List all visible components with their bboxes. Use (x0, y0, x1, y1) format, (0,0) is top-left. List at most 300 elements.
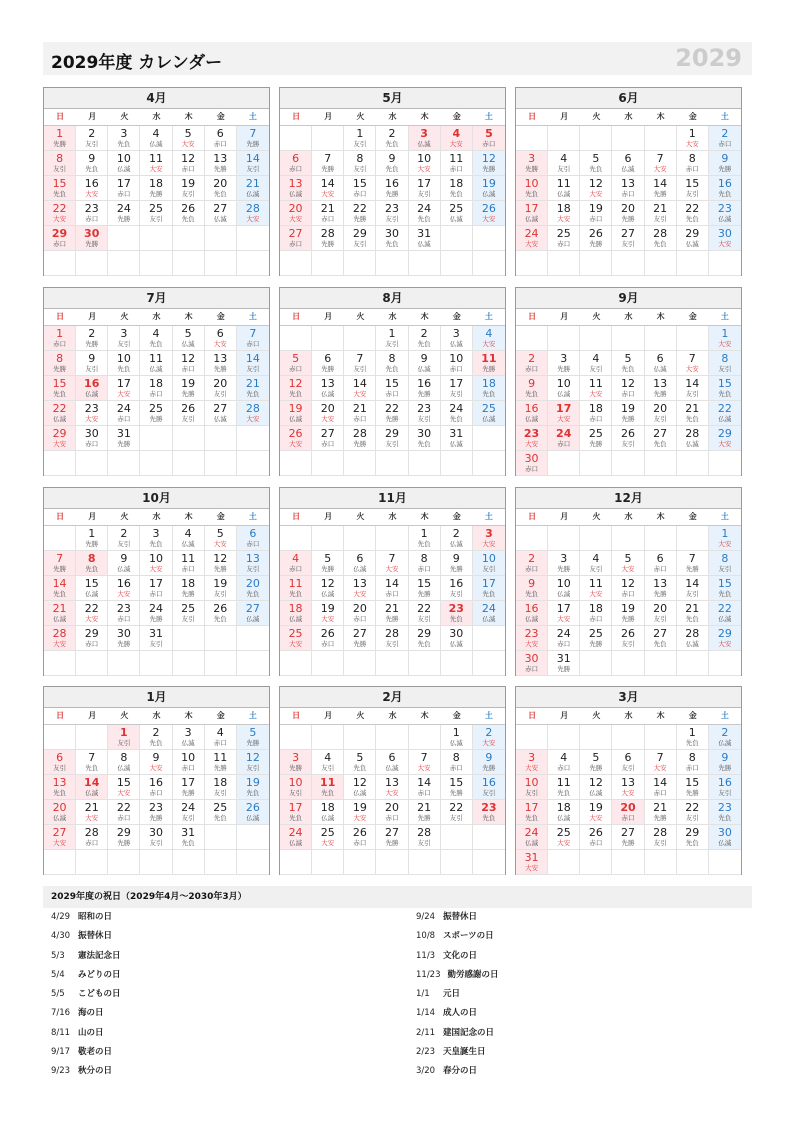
rokuyo-label: 仏滅 (417, 240, 431, 248)
day-number: 22 (417, 602, 432, 615)
empty-cell (108, 226, 140, 251)
day-number: 6 (56, 751, 64, 764)
empty-cell (612, 126, 644, 151)
rokuyo-label: 仏滅 (718, 415, 732, 423)
day-number: 23 (717, 801, 732, 814)
empty-cell (516, 326, 548, 351)
day-number: 7 (56, 552, 64, 565)
rokuyo-label: 赤口 (353, 415, 367, 423)
day-number: 22 (52, 402, 67, 415)
day-grid (516, 526, 741, 676)
rokuyo-label: 友引 (385, 215, 399, 223)
day-cell (473, 201, 505, 226)
empty-cell (140, 226, 172, 251)
weekday-label: 木 (184, 312, 193, 321)
holiday-name: 昭和の日 (78, 912, 113, 922)
day-number: 27 (653, 427, 668, 440)
rokuyo-label: 先負 (449, 615, 463, 623)
month-title: 7月 (44, 288, 269, 309)
rokuyo-label: 友引 (117, 739, 131, 747)
day-cell (612, 551, 644, 576)
day-number: 29 (685, 227, 700, 240)
empty-cell (173, 626, 205, 651)
day-number: 31 (449, 427, 464, 440)
day-number: 8 (721, 552, 729, 565)
day-number: 20 (320, 402, 335, 415)
rokuyo-label: 大安 (181, 140, 195, 148)
holiday-name: 元日 (443, 989, 461, 1000)
day-number: 3 (560, 552, 568, 565)
rokuyo-label: 先負 (653, 640, 667, 648)
rokuyo-label: 大安 (117, 789, 131, 797)
holiday-name: みどりの日 (78, 969, 121, 980)
day-number: 26 (588, 227, 603, 240)
rokuyo-label: 先負 (289, 814, 303, 822)
day-number: 6 (624, 751, 632, 764)
day-number: 9 (88, 152, 96, 165)
day-cell (612, 800, 644, 825)
rokuyo-label: 大安 (449, 140, 463, 148)
rokuyo-label: 仏滅 (149, 140, 163, 148)
rokuyo-label: 赤口 (557, 764, 571, 772)
day-cell (237, 526, 269, 551)
day-cell (441, 351, 473, 376)
rokuyo-label: 赤口 (289, 565, 303, 573)
rokuyo-label: 仏滅 (525, 839, 539, 847)
day-cell (441, 126, 473, 151)
day-cell (441, 376, 473, 401)
day-grid (280, 326, 505, 476)
day-number: 11 (588, 577, 603, 590)
day-cell (548, 800, 580, 825)
day-cell (237, 376, 269, 401)
rokuyo-label: 仏滅 (718, 215, 732, 223)
day-number: 11 (181, 552, 196, 565)
rokuyo-label: 友引 (246, 365, 260, 373)
day-cell (76, 351, 108, 376)
rokuyo-label: 赤口 (246, 540, 260, 548)
day-cell (44, 226, 76, 251)
day-cell (409, 800, 441, 825)
empty-cell (173, 226, 205, 251)
day-number: 28 (685, 627, 700, 640)
day-cell (173, 825, 205, 850)
day-cell (677, 800, 709, 825)
rokuyo-label: 仏滅 (289, 415, 303, 423)
day-cell (376, 825, 408, 850)
day-number: 17 (288, 801, 303, 814)
day-number: 30 (717, 227, 732, 240)
rokuyo-label: 赤口 (321, 640, 335, 648)
empty-cell (516, 526, 548, 551)
day-number: 16 (481, 776, 496, 789)
rokuyo-label: 赤口 (525, 365, 539, 373)
day-cell (108, 576, 140, 601)
day-cell (344, 201, 376, 226)
day-cell (645, 551, 677, 576)
day-cell (441, 151, 473, 176)
rokuyo-label: 仏滅 (718, 739, 732, 747)
rokuyo-label: 大安 (621, 565, 635, 573)
rokuyo-label: 先勝 (385, 415, 399, 423)
day-number: 27 (213, 202, 228, 215)
rokuyo-label: 仏滅 (417, 140, 431, 148)
day-cell (376, 401, 408, 426)
day-cell (237, 576, 269, 601)
holiday-name: こどもの日 (78, 989, 121, 1000)
day-cell (344, 351, 376, 376)
day-cell (612, 576, 644, 601)
empty-cell (516, 725, 548, 750)
day-cell (312, 426, 344, 451)
day-cell (516, 201, 548, 226)
weekday-label: 金 (216, 312, 225, 321)
day-number: 31 (524, 851, 539, 864)
rokuyo-label: 先勝 (685, 565, 699, 573)
rokuyo-label: 先勝 (321, 565, 335, 573)
day-number: 14 (52, 577, 67, 590)
day-cell (441, 576, 473, 601)
rokuyo-label: 赤口 (621, 590, 635, 598)
day-cell (548, 426, 580, 451)
rokuyo-label: 仏滅 (525, 615, 539, 623)
day-number: 15 (717, 577, 732, 590)
day-cell (76, 201, 108, 226)
empty-cell (548, 526, 580, 551)
weekday-label: 金 (216, 112, 225, 121)
day-number: 24 (417, 202, 432, 215)
day-cell (645, 426, 677, 451)
day-cell (344, 426, 376, 451)
day-cell (140, 126, 172, 151)
day-number: 18 (320, 801, 335, 814)
holiday-date: 9/24 (416, 912, 436, 922)
day-cell (44, 800, 76, 825)
day-cell (376, 775, 408, 800)
day-cell (473, 775, 505, 800)
day-number: 10 (556, 377, 571, 390)
empty-cell (473, 850, 505, 875)
rokuyo-label: 大安 (213, 340, 227, 348)
day-number: 22 (384, 402, 399, 415)
day-number: 10 (288, 776, 303, 789)
day-cell (108, 326, 140, 351)
rokuyo-label: 大安 (53, 839, 67, 847)
holiday-row (51, 1024, 381, 1043)
holiday-date: 3/20 (416, 1066, 436, 1077)
rokuyo-label: 先負 (685, 615, 699, 623)
rokuyo-label: 大安 (718, 340, 732, 348)
day-number: 25 (148, 202, 163, 215)
empty-cell (140, 451, 172, 476)
day-number: 15 (685, 776, 700, 789)
day-number: 29 (352, 227, 367, 240)
month-calendar (279, 487, 506, 676)
rokuyo-label: 先勝 (181, 789, 195, 797)
rokuyo-label: 大安 (718, 640, 732, 648)
rokuyo-label: 大安 (482, 340, 496, 348)
day-grid (516, 126, 741, 276)
day-cell (709, 526, 741, 551)
day-cell (173, 750, 205, 775)
day-cell (376, 151, 408, 176)
day-number: 27 (245, 602, 260, 615)
day-cell (441, 626, 473, 651)
day-number: 3 (528, 751, 536, 764)
day-number: 29 (717, 627, 732, 640)
day-cell (548, 151, 580, 176)
empty-cell (344, 526, 376, 551)
day-number: 29 (52, 427, 67, 440)
day-number: 22 (52, 202, 67, 215)
rokuyo-label: 先勝 (621, 215, 635, 223)
rokuyo-label: 大安 (685, 365, 699, 373)
rokuyo-label: 先勝 (53, 365, 67, 373)
rokuyo-label: 赤口 (653, 789, 667, 797)
day-cell (473, 526, 505, 551)
day-number: 23 (84, 402, 99, 415)
day-cell (173, 151, 205, 176)
day-number: 12 (481, 152, 496, 165)
rokuyo-label: 赤口 (417, 565, 431, 573)
rokuyo-label: 先勝 (685, 789, 699, 797)
day-number: 21 (320, 202, 335, 215)
holiday-name: 成人の日 (443, 1008, 478, 1019)
rokuyo-label: 友引 (557, 165, 571, 173)
rokuyo-label: 先勝 (449, 565, 463, 573)
day-number: 21 (653, 202, 668, 215)
day-cell (205, 601, 237, 626)
day-number: 4 (560, 152, 568, 165)
day-number: 28 (245, 402, 260, 415)
rokuyo-label: 仏滅 (289, 615, 303, 623)
empty-cell (76, 451, 108, 476)
day-cell (709, 800, 741, 825)
day-cell (612, 351, 644, 376)
rokuyo-label: 友引 (449, 814, 463, 822)
empty-cell (645, 850, 677, 875)
day-number: 1 (721, 327, 729, 340)
rokuyo-label: 大安 (621, 789, 635, 797)
weekday-label: 金 (688, 112, 697, 121)
day-number: 2 (120, 527, 128, 540)
day-number: 25 (449, 202, 464, 215)
rokuyo-label: 先勝 (653, 814, 667, 822)
day-number: 25 (320, 826, 335, 839)
rokuyo-label: 赤口 (181, 365, 195, 373)
day-cell (516, 601, 548, 626)
day-number: 15 (352, 177, 367, 190)
day-number: 31 (116, 427, 131, 440)
day-number: 9 (528, 377, 536, 390)
day-cell (344, 576, 376, 601)
weekday-label: 月 (88, 112, 97, 121)
day-cell (280, 750, 312, 775)
rokuyo-label: 先負 (213, 190, 227, 198)
rokuyo-label: 仏滅 (449, 340, 463, 348)
rokuyo-label: 仏滅 (718, 615, 732, 623)
day-number: 22 (449, 801, 464, 814)
weekday-label: 水 (388, 312, 397, 321)
day-number: 24 (288, 826, 303, 839)
day-number: 18 (213, 776, 228, 789)
rokuyo-label: 先勝 (385, 615, 399, 623)
rokuyo-label: 赤口 (85, 440, 99, 448)
day-number: 9 (528, 577, 536, 590)
day-cell (473, 725, 505, 750)
day-number: 24 (116, 402, 131, 415)
day-number: 11 (288, 577, 303, 590)
empty-cell (205, 626, 237, 651)
rokuyo-label: 先負 (353, 764, 367, 772)
day-cell (580, 151, 612, 176)
day-cell (677, 151, 709, 176)
empty-cell (612, 326, 644, 351)
day-number: 7 (88, 751, 96, 764)
rokuyo-label: 先負 (417, 640, 431, 648)
day-number: 27 (288, 227, 303, 240)
day-number: 12 (213, 552, 228, 565)
rokuyo-label: 友引 (449, 390, 463, 398)
weekday-label: 木 (184, 112, 193, 121)
day-cell (205, 750, 237, 775)
rokuyo-label: 友引 (621, 240, 635, 248)
day-number: 24 (449, 402, 464, 415)
day-cell (312, 626, 344, 651)
day-number: 5 (292, 352, 300, 365)
day-cell (205, 351, 237, 376)
rokuyo-label: 先負 (417, 540, 431, 548)
day-number: 10 (449, 352, 464, 365)
rokuyo-label: 先勝 (482, 365, 496, 373)
day-number: 14 (245, 352, 260, 365)
day-cell (344, 825, 376, 850)
day-number: 5 (249, 726, 257, 739)
day-number: 5 (592, 751, 600, 764)
rokuyo-label: 先勝 (321, 240, 335, 248)
day-cell (580, 401, 612, 426)
rokuyo-label: 先勝 (53, 565, 67, 573)
empty-cell (441, 850, 473, 875)
day-number: 23 (417, 402, 432, 415)
empty-cell (409, 451, 441, 476)
day-cell (344, 126, 376, 151)
empty-cell (312, 126, 344, 151)
day-number: 23 (448, 602, 464, 615)
day-number: 19 (245, 776, 260, 789)
day-cell (173, 775, 205, 800)
day-number: 25 (481, 402, 496, 415)
rokuyo-label: 先勝 (417, 814, 431, 822)
day-number: 15 (384, 377, 399, 390)
day-number: 28 (84, 826, 99, 839)
rokuyo-label: 仏滅 (181, 340, 195, 348)
day-number: 19 (288, 402, 303, 415)
rokuyo-label: 赤口 (353, 839, 367, 847)
day-cell (645, 351, 677, 376)
day-number: 1 (688, 726, 696, 739)
empty-cell (44, 651, 76, 676)
day-cell (108, 201, 140, 226)
day-number: 2 (420, 327, 428, 340)
empty-cell (108, 850, 140, 875)
rokuyo-label: 先勝 (385, 839, 399, 847)
day-number: 18 (556, 801, 571, 814)
day-number: 30 (384, 227, 399, 240)
weekday-label: 水 (152, 312, 161, 321)
rokuyo-label: 先負 (321, 789, 335, 797)
day-cell (612, 226, 644, 251)
day-cell (645, 576, 677, 601)
empty-cell (237, 850, 269, 875)
empty-cell (548, 451, 580, 476)
empty-cell (441, 251, 473, 276)
day-cell (140, 351, 172, 376)
rokuyo-label: 大安 (246, 215, 260, 223)
empty-cell (280, 850, 312, 875)
day-cell (376, 626, 408, 651)
empty-cell (173, 426, 205, 451)
rokuyo-label: 大安 (557, 615, 571, 623)
day-cell (76, 775, 108, 800)
day-cell (677, 551, 709, 576)
rokuyo-label: 仏滅 (482, 615, 496, 623)
day-number: 25 (213, 801, 228, 814)
rokuyo-label: 友引 (685, 814, 699, 822)
rokuyo-label: 大安 (557, 215, 571, 223)
day-cell (76, 825, 108, 850)
day-cell (645, 601, 677, 626)
rokuyo-label: 友引 (417, 415, 431, 423)
day-cell (76, 601, 108, 626)
day-cell (344, 551, 376, 576)
day-number: 18 (449, 177, 464, 190)
day-cell (44, 401, 76, 426)
day-number: 1 (88, 527, 96, 540)
rokuyo-label: 仏滅 (117, 565, 131, 573)
day-cell (108, 351, 140, 376)
day-cell (312, 401, 344, 426)
day-number: 31 (181, 826, 196, 839)
day-cell (677, 401, 709, 426)
day-cell (709, 326, 741, 351)
day-cell (173, 351, 205, 376)
weekday-header (44, 109, 269, 126)
day-number: 10 (116, 152, 131, 165)
day-number: 3 (120, 127, 128, 140)
day-number: 14 (245, 152, 260, 165)
day-cell (140, 376, 172, 401)
holiday-list-left (51, 908, 381, 1082)
day-number: 6 (388, 751, 396, 764)
day-cell (312, 201, 344, 226)
weekday-label: 月 (560, 312, 569, 321)
empty-cell (237, 251, 269, 276)
day-cell (205, 376, 237, 401)
day-number: 17 (524, 801, 539, 814)
day-grid (44, 326, 269, 476)
rokuyo-label: 先負 (53, 590, 67, 598)
empty-cell (173, 850, 205, 875)
rokuyo-label: 先負 (213, 814, 227, 822)
rokuyo-label: 大安 (525, 764, 539, 772)
rokuyo-label: 先負 (213, 615, 227, 623)
day-number: 29 (51, 227, 68, 240)
day-number: 26 (352, 826, 367, 839)
rokuyo-label: 友引 (85, 365, 99, 373)
rokuyo-label: 赤口 (117, 615, 131, 623)
day-number: 29 (417, 627, 432, 640)
